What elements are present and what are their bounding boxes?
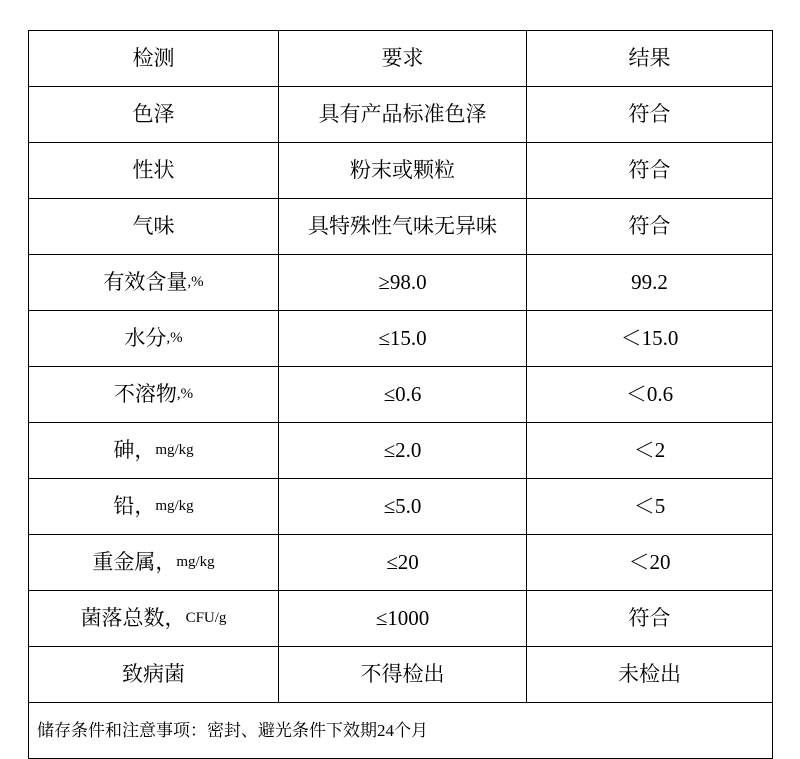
item-name: 铅，: [113, 494, 156, 519]
cell-result: [527, 367, 773, 423]
table-row: [29, 367, 773, 423]
item-unit: CFU/g: [185, 610, 227, 627]
cell-item: [29, 255, 279, 311]
item-unit: mg/kg: [176, 554, 215, 571]
table-row: [29, 143, 773, 199]
table-row: [29, 647, 773, 703]
item-name: 重金属，: [92, 550, 177, 575]
requirement-text: ≤1000: [375, 606, 430, 631]
result-text: 99.2: [631, 270, 668, 295]
cell-item: [29, 87, 279, 143]
cell-item: [29, 591, 279, 647]
cell-requirement: [279, 199, 527, 255]
specification-table: [28, 30, 773, 759]
table-header-row: [29, 31, 773, 87]
requirement-text: ≤20: [386, 550, 419, 575]
item-text: [29, 367, 278, 422]
cell-result: [527, 143, 773, 199]
cell-item: [29, 199, 279, 255]
table-row: [29, 535, 773, 591]
item-unit: mg/kg: [155, 442, 194, 459]
cell-result: [527, 647, 773, 703]
cell-requirement: [279, 647, 527, 703]
cell-result: [527, 535, 773, 591]
table-row: [29, 87, 773, 143]
cell-item: [29, 423, 279, 479]
result-text: ＜2: [633, 438, 666, 463]
result-text: 符合: [628, 158, 671, 183]
item-text: [29, 591, 278, 646]
requirement-text: ≤0.6: [383, 382, 422, 407]
item-name: 有效含量: [103, 270, 188, 295]
specification-table-wrapper: [28, 30, 772, 759]
item-text: [29, 143, 278, 198]
header-cell-item: [29, 31, 279, 87]
cell-item: [29, 535, 279, 591]
storage-note-text: 储存条件和注意事项：密封、避光条件下效期24个月: [37, 720, 428, 740]
result-text: ＜15.0: [620, 326, 679, 351]
item-text: [29, 423, 278, 478]
item-text: [29, 647, 278, 702]
requirement-text: ≥98.0: [378, 270, 427, 295]
table-body: [29, 31, 773, 759]
item-text: [29, 199, 278, 254]
requirement-text: 不得检出: [360, 662, 445, 687]
cell-requirement: [279, 367, 527, 423]
item-name: 砷，: [113, 438, 156, 463]
result-text: 符合: [628, 102, 671, 127]
item-text: [29, 535, 278, 590]
table-row: [29, 423, 773, 479]
item-unit: ,%: [176, 386, 194, 403]
cell-requirement: [279, 143, 527, 199]
requirement-text: ≤15.0: [378, 326, 427, 351]
item-name: 气味: [132, 214, 175, 239]
requirement-text: 具特殊性气味无异味: [308, 214, 497, 239]
item-text: [29, 255, 278, 310]
requirement-text: ≤5.0: [383, 494, 422, 519]
cell-item: [29, 311, 279, 367]
item-name: 致病菌: [122, 662, 185, 687]
cell-item: [29, 143, 279, 199]
table-row: [29, 311, 773, 367]
header-result-label: 结果: [628, 46, 671, 71]
item-name: 性状: [132, 158, 175, 183]
result-text: 未检出: [618, 662, 681, 687]
item-text: [29, 311, 278, 366]
requirement-text: ≤2.0: [383, 438, 422, 463]
header-requirement-label: 要求: [381, 46, 424, 71]
cell-result: [527, 311, 773, 367]
header-item-label: 检测: [132, 46, 175, 71]
item-name: 菌落总数，: [80, 606, 186, 631]
cell-result: [527, 591, 773, 647]
header-cell-result: [527, 31, 773, 87]
result-text: ＜20: [628, 550, 671, 575]
cell-requirement: [279, 255, 527, 311]
cell-requirement: [279, 423, 527, 479]
cell-requirement: [279, 311, 527, 367]
cell-item: [29, 479, 279, 535]
item-name: 水分: [124, 326, 167, 351]
item-unit: mg/kg: [155, 498, 194, 515]
cell-result: [527, 255, 773, 311]
item-text: [29, 87, 278, 142]
item-unit: ,%: [166, 330, 183, 347]
table-note-row: [29, 703, 773, 759]
table-row: [29, 199, 773, 255]
table-row: [29, 255, 773, 311]
cell-requirement: [279, 479, 527, 535]
header-cell-requirement: [279, 31, 527, 87]
requirement-text: 具有产品标准色泽: [318, 102, 487, 127]
cell-requirement: [279, 87, 527, 143]
cell-result: [527, 479, 773, 535]
result-text: 符合: [628, 214, 671, 239]
cell-item: [29, 647, 279, 703]
table-row: [29, 479, 773, 535]
item-name: 色泽: [132, 102, 175, 127]
cell-requirement: [279, 535, 527, 591]
item-name: 不溶物: [113, 382, 177, 407]
cell-result: [527, 423, 773, 479]
result-text: 符合: [628, 606, 671, 631]
cell-requirement: [279, 591, 527, 647]
cell-note: [29, 703, 773, 759]
result-text: ＜0.6: [625, 382, 674, 407]
item-text: [29, 479, 278, 534]
requirement-text: 粉末或颗粒: [350, 158, 455, 183]
item-unit: ,%: [187, 274, 204, 291]
table-row: [29, 591, 773, 647]
cell-result: [527, 87, 773, 143]
cell-item: [29, 367, 279, 423]
result-text: ＜5: [633, 494, 666, 519]
cell-result: [527, 199, 773, 255]
